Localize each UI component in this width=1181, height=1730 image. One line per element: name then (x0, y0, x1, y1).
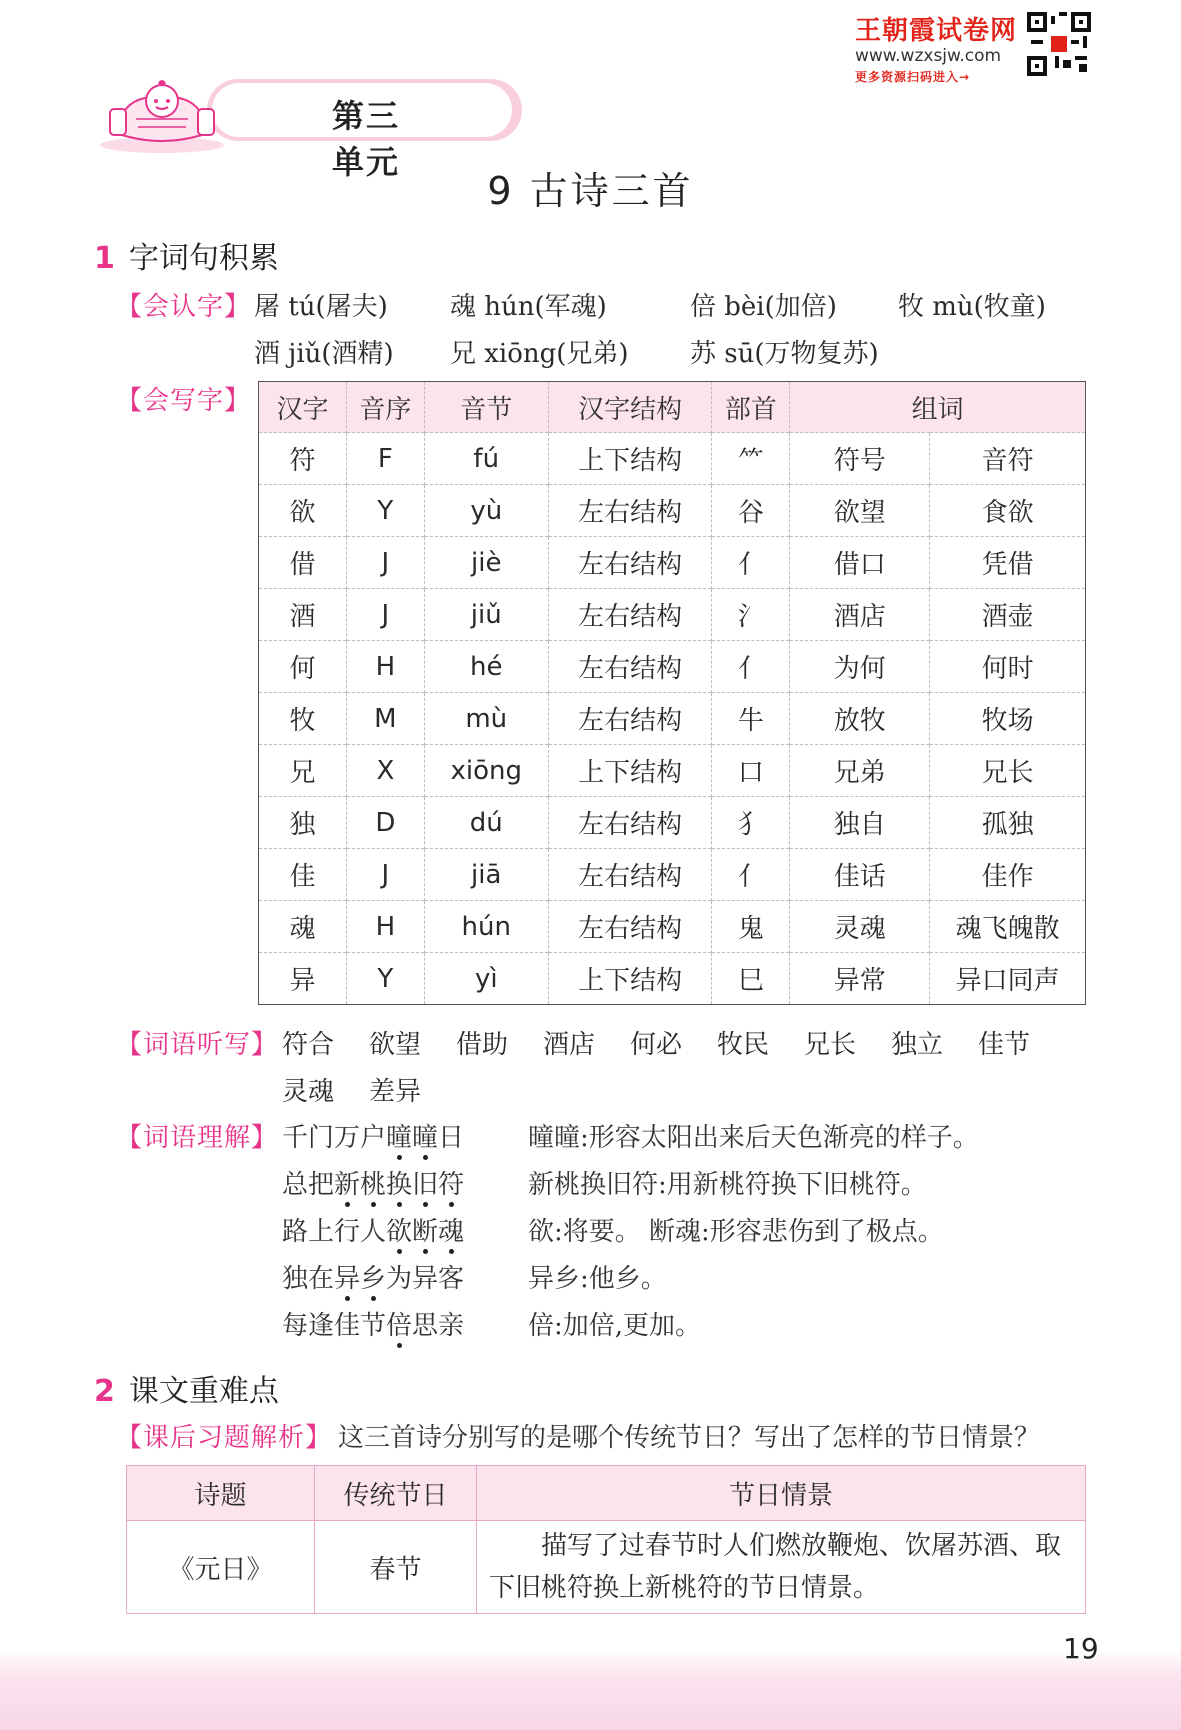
structure-cell: 左右结构 (548, 693, 712, 745)
word-cell: 符号 (790, 433, 930, 485)
header-cell: 诗题 (127, 1466, 315, 1521)
poem-line-emphasis: 倍 (386, 1311, 412, 1341)
table-row (259, 641, 1086, 693)
pinyin-cell: jiè (424, 537, 548, 589)
lesson-title: 9 古诗三首 (487, 169, 694, 213)
watermark-brand: 王朝霞试卷网 (855, 16, 1018, 46)
char-cell: 欲 (259, 485, 347, 537)
pinyin-cell: yù (424, 485, 548, 537)
radical-cell: 亻 (712, 641, 790, 693)
initial-cell: M (346, 693, 424, 745)
character-table (258, 381, 1086, 1005)
recognize-item: 牧 mù(牧童) (898, 292, 1046, 322)
poem-line-text: 千门万户 (282, 1123, 387, 1153)
initial-cell: F (346, 433, 424, 485)
recognize-item: 屠 tú(屠夫) (254, 292, 388, 322)
table-row (127, 1521, 1086, 1614)
char-cell: 佳 (259, 849, 347, 901)
poem-line-emphasis: 欲断魂 (386, 1217, 464, 1247)
dictation-word: 欲望 (369, 1030, 422, 1060)
pinyin-cell: fú (424, 433, 548, 485)
watermark-url[interactable]: www.wzxsjw.com (855, 46, 1002, 66)
word-cell: 酒店 (790, 589, 930, 641)
table-row (259, 537, 1086, 589)
dictation-word: 何必 (630, 1030, 683, 1060)
char-cell: 何 (259, 641, 347, 693)
poem-line-text: 为异客 (386, 1264, 465, 1294)
exercise-question: 这三首诗分别写的是哪个传统节日？写出了怎样的节日情景？ (338, 1423, 1041, 1453)
poem-line-emphasis: 新桃换旧符 (334, 1170, 464, 1200)
section-1-number: 1 (94, 241, 115, 276)
section-2-title: 课文重难点 (128, 1374, 279, 1409)
poem-line-emphasis: 曈曈 (386, 1123, 438, 1153)
radical-cell: 氵 (712, 589, 790, 641)
table-header-row (127, 1466, 1086, 1521)
word-cell: 借口 (790, 537, 930, 589)
word-cell: 兄弟 (790, 745, 930, 797)
dictation-word: 牧民 (717, 1030, 770, 1060)
section-1-heading (94, 233, 279, 277)
radical-cell: 犭 (712, 797, 790, 849)
radical-cell: 口 (712, 745, 790, 797)
write-tag: 【会写字】 (116, 386, 252, 416)
qr-code-icon[interactable] (1027, 12, 1091, 76)
structure-cell: 左右结构 (548, 901, 712, 953)
word-cell: 酒壶 (930, 589, 1086, 641)
dictation-word: 灵魂 (282, 1077, 335, 1107)
structure-cell: 上下结构 (548, 745, 712, 797)
recognize-item: 酒 jiǔ(酒精) (254, 339, 394, 369)
initial-cell: D (346, 797, 424, 849)
watermark-tip: 更多资源扫码进入→ (855, 70, 971, 84)
table-row (259, 953, 1086, 1005)
word-cell: 独自 (790, 797, 930, 849)
header-cell: 节日情景 (477, 1466, 1086, 1521)
table-row (259, 589, 1086, 641)
dictation-word: 酒店 (543, 1030, 596, 1060)
initial-cell: J (346, 589, 424, 641)
word-cell: 异口同声 (930, 953, 1086, 1005)
poem-table (126, 1465, 1086, 1614)
table-row (259, 485, 1086, 537)
radical-cell: 牛 (712, 693, 790, 745)
pinyin-cell: dú (424, 797, 548, 849)
pinyin-cell: hún (424, 901, 548, 953)
poem-line-text: 日 (438, 1123, 465, 1153)
table-row (259, 901, 1086, 953)
structure-cell: 左右结构 (548, 797, 712, 849)
header-cell: 传统节日 (315, 1466, 477, 1521)
exercise-tag: 【课后习题解析】 (116, 1423, 333, 1453)
table-row (259, 849, 1086, 901)
structure-cell: 上下结构 (548, 433, 712, 485)
structure-cell: 左右结构 (548, 589, 712, 641)
page-number: 19 (1063, 1632, 1099, 1665)
dictation-word: 符合 (282, 1030, 335, 1060)
radical-cell: ⺮ (712, 433, 790, 485)
initial-cell: X (346, 745, 424, 797)
initial-cell: J (346, 537, 424, 589)
poem-line-text: 每逢佳节 (282, 1311, 387, 1341)
initial-cell: Y (346, 485, 424, 537)
char-cell: 符 (259, 433, 347, 485)
word-cell: 何时 (930, 641, 1086, 693)
word-cell: 牧场 (930, 693, 1086, 745)
poem-title-cell: 《元日》 (127, 1521, 315, 1614)
initial-cell: H (346, 901, 424, 953)
char-cell: 独 (259, 797, 347, 849)
recognize-item: 苏 sū(万物复苏) (690, 339, 879, 369)
poem-line (282, 1305, 464, 1342)
poem-line (282, 1117, 464, 1154)
dictation-word: 佳节 (978, 1030, 1031, 1060)
word-cell: 音符 (930, 433, 1086, 485)
section-1-title: 字词句积累 (128, 241, 279, 276)
word-explanation: 异乡:他乡。 (528, 1264, 667, 1294)
radical-cell: 亻 (712, 849, 790, 901)
dictation-tag: 【词语听写】 (116, 1030, 279, 1060)
dictation-word: 独立 (891, 1030, 944, 1060)
poem-line (282, 1164, 464, 1201)
understanding-tag: 【词语理解】 (116, 1123, 279, 1153)
char-cell: 借 (259, 537, 347, 589)
pinyin-cell: jiā (424, 849, 548, 901)
header-cell: 音节 (424, 382, 548, 433)
header-cell: 音序 (346, 382, 424, 433)
char-cell: 牧 (259, 693, 347, 745)
radical-cell: 亻 (712, 537, 790, 589)
word-cell: 为何 (790, 641, 930, 693)
poem-line-text: 总把 (282, 1170, 335, 1200)
word-cell: 放牧 (790, 693, 930, 745)
initial-cell: H (346, 641, 424, 693)
dictation-word: 兄长 (804, 1030, 857, 1060)
poem-line-text: 路上行人 (282, 1217, 387, 1247)
header-cell: 汉字结构 (548, 382, 712, 433)
scene-cell: 描写了过春节时人们燃放鞭炮、饮屠苏酒、取下旧桃符换上新桃符的节日情景。 (477, 1521, 1086, 1614)
char-cell: 魂 (259, 901, 347, 953)
structure-cell: 上下结构 (548, 953, 712, 1005)
pinyin-cell: mù (424, 693, 548, 745)
pinyin-cell: hé (424, 641, 548, 693)
word-cell: 灵魂 (790, 901, 930, 953)
structure-cell: 左右结构 (548, 849, 712, 901)
table-row (259, 797, 1086, 849)
poem-line (282, 1211, 464, 1248)
word-cell: 兄长 (930, 745, 1086, 797)
word-cell: 食欲 (930, 485, 1086, 537)
structure-cell: 左右结构 (548, 485, 712, 537)
pinyin-cell: xiōng (424, 745, 548, 797)
poem-line-emphasis: 异乡 (334, 1264, 386, 1294)
table-row (259, 693, 1086, 745)
word-explanation: 倍:加倍,更加。 (528, 1311, 702, 1341)
watermark (855, 10, 1095, 82)
word-cell: 凭借 (930, 537, 1086, 589)
word-cell: 魂飞魄散 (930, 901, 1086, 953)
unit-banner (92, 75, 432, 181)
recognize-item: 兄 xiōng(兄弟) (450, 339, 629, 369)
dictation-word: 借助 (456, 1030, 509, 1060)
initial-cell: Y (346, 953, 424, 1005)
pinyin-cell: jiǔ (424, 589, 548, 641)
unit-title: 第三单元 (332, 97, 401, 181)
poem-line-text: 思亲 (412, 1311, 465, 1341)
word-cell: 异常 (790, 953, 930, 1005)
word-explanation: 欲:将要。 断魂:形容悲伤到了极点。 (528, 1217, 944, 1247)
poem-line (282, 1258, 464, 1295)
structure-cell: 左右结构 (548, 641, 712, 693)
radical-cell: 谷 (712, 485, 790, 537)
section-2-heading (94, 1366, 279, 1410)
word-cell: 佳话 (790, 849, 930, 901)
char-cell: 异 (259, 953, 347, 1005)
section-2-number: 2 (94, 1374, 115, 1409)
word-cell: 孤独 (930, 797, 1086, 849)
word-explanation: 新桃换旧符:用新桃符换下旧桃符。 (528, 1170, 927, 1200)
word-explanation: 曈曈:形容太阳出来后天色渐亮的样子。 (528, 1123, 979, 1153)
table-row (259, 433, 1086, 485)
structure-cell: 左右结构 (548, 537, 712, 589)
initial-cell: J (346, 849, 424, 901)
dictation-word: 差异 (369, 1077, 422, 1107)
mascot-robot-icon (92, 75, 312, 155)
poem-line-text: 独在 (282, 1264, 335, 1294)
radical-cell: 巳 (712, 953, 790, 1005)
recognize-item: 倍 bèi(加倍) (690, 292, 837, 322)
radical-cell: 鬼 (712, 901, 790, 953)
char-cell: 酒 (259, 589, 347, 641)
festival-cell: 春节 (315, 1521, 477, 1614)
bottom-decor-band (0, 1650, 1181, 1730)
word-cell: 佳作 (930, 849, 1086, 901)
char-cell: 兄 (259, 745, 347, 797)
recognize-tag: 【会认字】 (116, 292, 252, 322)
header-cell: 部首 (712, 382, 790, 433)
header-cell: 组词 (790, 382, 1086, 433)
pinyin-cell: yì (424, 953, 548, 1005)
table-row (259, 745, 1086, 797)
recognize-item: 魂 hún(军魂) (450, 292, 607, 322)
word-cell: 欲望 (790, 485, 930, 537)
header-cell: 汉字 (259, 382, 347, 433)
table-header-row (259, 382, 1086, 433)
